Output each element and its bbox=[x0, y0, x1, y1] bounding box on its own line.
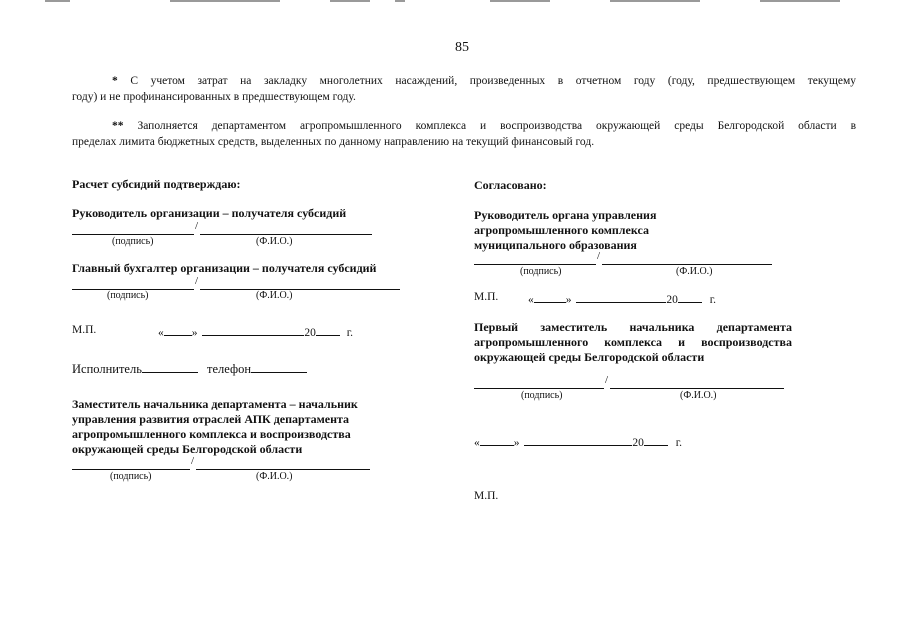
footnote-mark: ** bbox=[112, 120, 124, 132]
scan-edge-line bbox=[610, 0, 700, 2]
first-deputy-line: Первый заместитель начальника департамента bbox=[474, 320, 792, 334]
name-caption: (Ф.И.О.) bbox=[680, 390, 717, 401]
separator-slash: / bbox=[195, 220, 199, 232]
day-blank bbox=[534, 291, 566, 303]
name-caption: (Ф.И.О.) bbox=[256, 236, 293, 247]
quote-close: » bbox=[513, 437, 520, 449]
signature-line bbox=[474, 264, 596, 265]
scan-edge-line bbox=[490, 0, 550, 2]
mp-label: М.П. bbox=[72, 324, 97, 336]
phone-label: телефон bbox=[207, 362, 252, 376]
right-heading: Согласовано: bbox=[474, 178, 547, 192]
footnote-first-text: С учетом затрат на закладку многолетних насаждений, произведенных в отчетном году (году, предшествующем текущему bbox=[130, 75, 856, 87]
deputy-line: управления развития отраслей АПК департамента bbox=[72, 412, 350, 426]
chief-accountant-title: Главный бухгалтер организации – получателя субсидий bbox=[72, 261, 377, 275]
name-caption: (Ф.И.О.) bbox=[256, 471, 293, 482]
quote-close: » bbox=[565, 294, 572, 306]
footnote-first bbox=[72, 74, 856, 105]
scan-edge-line bbox=[170, 0, 280, 2]
year-prefix: 20 bbox=[304, 327, 316, 339]
quote-close: » bbox=[191, 327, 198, 339]
first-deputy-line: окружающей среды Белгородской области bbox=[474, 350, 705, 364]
footnote-first-line1 bbox=[72, 74, 856, 90]
month-blank bbox=[524, 434, 632, 446]
name-line bbox=[196, 469, 370, 470]
name-line bbox=[602, 264, 772, 265]
separator-slash: / bbox=[605, 374, 609, 386]
deputy-line: Заместитель начальника департамента – начальник bbox=[72, 397, 358, 411]
name-line bbox=[200, 234, 372, 235]
year-suffix: г. bbox=[675, 437, 683, 449]
day-blank bbox=[480, 434, 514, 446]
municipal-line: муниципального образования bbox=[474, 238, 637, 252]
scan-edge-line bbox=[330, 0, 370, 2]
footnote-second bbox=[72, 119, 856, 150]
name-line bbox=[200, 289, 400, 290]
date-line bbox=[528, 291, 716, 306]
year-prefix: 20 bbox=[632, 437, 644, 449]
scan-edge-line bbox=[395, 0, 405, 2]
footnote-second-text: Заполняется департаментом агропромышленного комплекса и воспроизводства окружающей среды Белгородской области в bbox=[137, 120, 857, 132]
mp-label: М.П. bbox=[474, 291, 499, 303]
signature-caption: (подпись) bbox=[112, 236, 154, 247]
municipal-head-title bbox=[474, 208, 774, 253]
first-deputy-title bbox=[474, 320, 792, 365]
year-blank bbox=[678, 291, 702, 303]
phone-blank bbox=[251, 361, 307, 373]
quote-open: « bbox=[528, 294, 534, 306]
signature-line bbox=[72, 234, 194, 235]
year-blank bbox=[644, 434, 668, 446]
year-suffix: г. bbox=[709, 294, 717, 306]
municipal-line: Руководитель органа управления bbox=[474, 208, 657, 222]
executor-row bbox=[72, 361, 307, 377]
separator-slash: / bbox=[597, 250, 601, 262]
deputy-title bbox=[72, 397, 382, 457]
month-blank bbox=[576, 291, 666, 303]
name-line bbox=[610, 388, 784, 389]
date-line bbox=[158, 324, 353, 339]
deputy-line: агропромышленного комплекса и воспроизводства bbox=[72, 427, 351, 441]
footnote-mark: * bbox=[112, 75, 118, 87]
signature-caption: (подпись) bbox=[521, 390, 563, 401]
municipal-line: агропромышленного комплекса bbox=[474, 223, 649, 237]
footnote-second-line1 bbox=[72, 119, 856, 135]
left-heading: Расчет субсидий подтверждаю: bbox=[72, 177, 241, 191]
separator-slash: / bbox=[191, 455, 195, 467]
scan-edge-line bbox=[760, 0, 840, 2]
head-org-title: Руководитель организации – получателя субсидий bbox=[72, 206, 347, 220]
quote-open: « bbox=[474, 437, 480, 449]
year-prefix: 20 bbox=[666, 294, 678, 306]
signature-line bbox=[72, 469, 190, 470]
name-caption: (Ф.И.О.) bbox=[256, 290, 293, 301]
day-blank bbox=[164, 324, 192, 336]
name-caption: (Ф.И.О.) bbox=[676, 266, 713, 277]
deputy-line: окружающей среды Белгородской области bbox=[72, 442, 303, 456]
separator-slash: / bbox=[195, 275, 199, 287]
date-line bbox=[474, 434, 682, 449]
month-blank bbox=[202, 324, 304, 336]
page-number: 85 bbox=[455, 40, 469, 55]
executor-blank bbox=[142, 361, 198, 373]
mp-label-bottom: М.П. bbox=[474, 490, 499, 502]
signature-caption: (подпись) bbox=[107, 290, 149, 301]
executor-label: Исполнитель bbox=[72, 362, 142, 376]
signature-caption: (подпись) bbox=[520, 266, 562, 277]
first-deputy-line: агропромышленного комплекса и воспроизводства bbox=[474, 335, 792, 349]
signature-line bbox=[474, 388, 604, 389]
scan-edge-line bbox=[45, 0, 70, 2]
footnote-first-line2: году) и не профинансированных в предшествующем году. bbox=[72, 90, 356, 103]
year-suffix: г. bbox=[346, 327, 354, 339]
footnote-second-line2: пределах лимита бюджетных средств, выделенных по данному направлению на текущий финансовый год. bbox=[72, 135, 595, 148]
quote-open: « bbox=[158, 327, 164, 339]
year-blank bbox=[316, 324, 340, 336]
signature-caption: (подпись) bbox=[110, 471, 152, 482]
